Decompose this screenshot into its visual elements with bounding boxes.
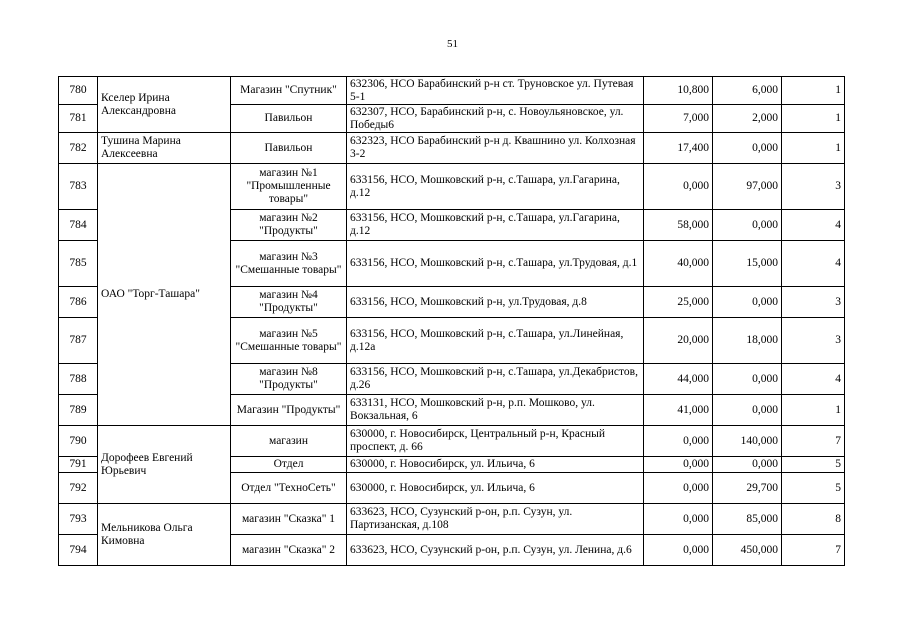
- registry-table: [58, 76, 845, 566]
- value-3-cell: 3: [782, 164, 845, 210]
- object-cell: магазин №2 "Продукты": [231, 210, 347, 241]
- address-cell: 633623, НСО, Сузунский р-он, р.п. Сузун, ул. Партизанская, д.108: [347, 504, 644, 535]
- value-3-cell: 4: [782, 241, 845, 287]
- value-2-cell: 0,000: [713, 457, 782, 473]
- value-3-cell: 1: [782, 395, 845, 426]
- row-number-cell: 788: [59, 364, 98, 395]
- owner-cell: Мельникова Ольга Кимовна: [98, 504, 231, 566]
- value-1-cell: 0,000: [644, 504, 713, 535]
- value-1-cell: 25,000: [644, 287, 713, 318]
- value-1-cell: 0,000: [644, 535, 713, 566]
- value-2-cell: 0,000: [713, 210, 782, 241]
- object-cell: Отдел: [231, 457, 347, 473]
- object-cell: магазин №8 "Продукты": [231, 364, 347, 395]
- object-cell: магазин №5 "Смешанные товары": [231, 318, 347, 364]
- object-cell: магазин №4 "Продукты": [231, 287, 347, 318]
- row-number-cell: 781: [59, 105, 98, 133]
- value-3-cell: 3: [782, 287, 845, 318]
- value-1-cell: 58,000: [644, 210, 713, 241]
- row-number-cell: 780: [59, 77, 98, 105]
- row-number-cell: 782: [59, 133, 98, 164]
- value-2-cell: 85,000: [713, 504, 782, 535]
- row-number-cell: 790: [59, 426, 98, 457]
- address-cell: 630000, г. Новосибирск, ул. Ильича, 6: [347, 473, 644, 504]
- row-number-cell: 789: [59, 395, 98, 426]
- object-cell: Магазин "Продукты": [231, 395, 347, 426]
- value-1-cell: 44,000: [644, 364, 713, 395]
- address-cell: 632307, НСО, Барабинский р-н, с. Новоульяновское, ул. Победы6: [347, 105, 644, 133]
- address-cell: 633156, НСО, Мошковский р-н, с.Ташара, ул.Декабристов, д.26: [347, 364, 644, 395]
- address-cell: 632306, НСО Барабинский р-н ст. Труновское ул. Путевая 5-1: [347, 77, 644, 105]
- row-number-cell: 794: [59, 535, 98, 566]
- row-number-cell: 787: [59, 318, 98, 364]
- value-1-cell: 40,000: [644, 241, 713, 287]
- value-3-cell: 5: [782, 473, 845, 504]
- address-cell: 632323, НСО Барабинский р-н д. Квашнино ул. Колхозная 3-2: [347, 133, 644, 164]
- value-3-cell: 4: [782, 364, 845, 395]
- value-1-cell: 17,400: [644, 133, 713, 164]
- address-cell: 633623, НСО, Сузунский р-он, р.п. Сузун, ул. Ленина, д.6: [347, 535, 644, 566]
- value-2-cell: 18,000: [713, 318, 782, 364]
- owner-cell: Дорофеев Евгений Юрьевич: [98, 426, 231, 504]
- address-cell: 633131, НСО, Мошковский р-н, р.п. Мошково, ул. Вокзальная, 6: [347, 395, 644, 426]
- page-number: 51: [447, 38, 458, 50]
- value-2-cell: 2,000: [713, 105, 782, 133]
- object-cell: магазин №1 "Промышленные товары": [231, 164, 347, 210]
- value-2-cell: 450,000: [713, 535, 782, 566]
- value-2-cell: 0,000: [713, 133, 782, 164]
- address-cell: 633156, НСО, Мошковский р-н, ул.Трудовая, д.8: [347, 287, 644, 318]
- object-cell: магазин: [231, 426, 347, 457]
- value-2-cell: 15,000: [713, 241, 782, 287]
- value-1-cell: 20,000: [644, 318, 713, 364]
- object-cell: Отдел "ТехноСеть": [231, 473, 347, 504]
- value-3-cell: 8: [782, 504, 845, 535]
- row-number-cell: 784: [59, 210, 98, 241]
- value-3-cell: 1: [782, 133, 845, 164]
- table-row: [59, 504, 845, 535]
- object-cell: Магазин "Спутник": [231, 77, 347, 105]
- row-number-cell: 786: [59, 287, 98, 318]
- value-2-cell: 0,000: [713, 364, 782, 395]
- address-cell: 630000, г. Новосибирск, Центральный р-н, Красный проспект, д. 66: [347, 426, 644, 457]
- table-row: [59, 77, 845, 105]
- value-2-cell: 0,000: [713, 395, 782, 426]
- owner-cell: Кселер Ирина Александровна: [98, 77, 231, 133]
- row-number-cell: 791: [59, 457, 98, 473]
- value-3-cell: 3: [782, 318, 845, 364]
- value-2-cell: 0,000: [713, 287, 782, 318]
- value-3-cell: 7: [782, 426, 845, 457]
- value-3-cell: 5: [782, 457, 845, 473]
- row-number-cell: 792: [59, 473, 98, 504]
- value-2-cell: 6,000: [713, 77, 782, 105]
- address-cell: 630000, г. Новосибирск, ул. Ильича, 6: [347, 457, 644, 473]
- value-2-cell: 29,700: [713, 473, 782, 504]
- value-1-cell: 0,000: [644, 426, 713, 457]
- address-cell: 633156, НСО, Мошковский р-н, с.Ташара, ул.Гагарина, д.12: [347, 210, 644, 241]
- address-cell: 633156, НСО, Мошковский р-н, с.Ташара, ул.Линейная, д.12а: [347, 318, 644, 364]
- object-cell: Павильон: [231, 105, 347, 133]
- value-1-cell: 7,000: [644, 105, 713, 133]
- owner-cell: ОАО "Торг-Ташара": [98, 164, 231, 426]
- object-cell: магазин "Сказка" 1: [231, 504, 347, 535]
- object-cell: Павильон: [231, 133, 347, 164]
- row-number-cell: 783: [59, 164, 98, 210]
- owner-cell: Тушина Марина Алексеевна: [98, 133, 231, 164]
- value-1-cell: 0,000: [644, 473, 713, 504]
- address-cell: 633156, НСО, Мошковский р-н, с.Ташара, ул.Гагарина, д.12: [347, 164, 644, 210]
- value-1-cell: 0,000: [644, 164, 713, 210]
- table-row: [59, 426, 845, 457]
- value-2-cell: 140,000: [713, 426, 782, 457]
- object-cell: магазин "Сказка" 2: [231, 535, 347, 566]
- row-number-cell: 793: [59, 504, 98, 535]
- value-2-cell: 97,000: [713, 164, 782, 210]
- value-3-cell: 4: [782, 210, 845, 241]
- object-cell: магазин №3 "Смешанные товары": [231, 241, 347, 287]
- value-1-cell: 0,000: [644, 457, 713, 473]
- address-cell: 633156, НСО, Мошковский р-н, с.Ташара, ул.Трудовая, д.1: [347, 241, 644, 287]
- row-number-cell: 785: [59, 241, 98, 287]
- value-3-cell: 7: [782, 535, 845, 566]
- value-3-cell: 1: [782, 105, 845, 133]
- table-row: [59, 164, 845, 210]
- value-1-cell: 41,000: [644, 395, 713, 426]
- value-3-cell: 1: [782, 77, 845, 105]
- value-1-cell: 10,800: [644, 77, 713, 105]
- table-row: [59, 133, 845, 164]
